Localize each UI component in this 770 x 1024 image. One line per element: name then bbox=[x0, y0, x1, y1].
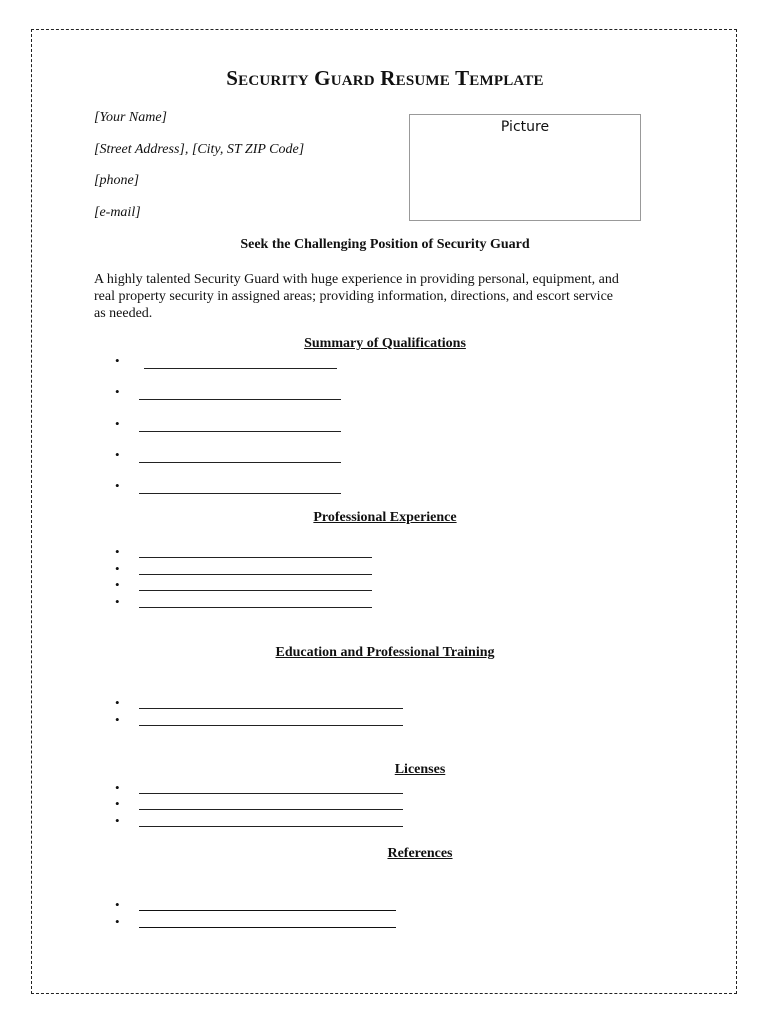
qualification-blank-line bbox=[139, 431, 341, 432]
reference-blank-line bbox=[139, 927, 396, 928]
bullet: • bbox=[115, 416, 120, 431]
bullet: • bbox=[115, 478, 120, 493]
qualification-blank-line bbox=[139, 462, 341, 463]
qualification-blank-line bbox=[139, 399, 341, 400]
education-blank-line bbox=[139, 725, 403, 726]
contact-phone: [phone] bbox=[94, 173, 140, 188]
experience-blank-line bbox=[139, 574, 372, 575]
objective-heading: Seek the Challenging Position of Security Guard bbox=[240, 237, 530, 252]
bullet: • bbox=[115, 561, 120, 576]
qualifications-heading: Summary of Qualifications bbox=[304, 336, 466, 351]
experience-heading: Professional Experience bbox=[313, 510, 457, 525]
summary-paragraph bbox=[94, 271, 684, 322]
license-blank-line bbox=[139, 809, 403, 810]
summary-line: real property security in assigned areas; providing information, directions, and escort service bbox=[94, 289, 613, 304]
bullet: • bbox=[115, 447, 120, 462]
experience-blank-line bbox=[139, 557, 372, 558]
contact-email: [e-mail] bbox=[94, 205, 141, 220]
contact-name: [Your Name] bbox=[94, 110, 168, 125]
qualification-blank-line bbox=[144, 368, 337, 369]
summary-line: as needed. bbox=[94, 306, 153, 321]
license-blank-line bbox=[139, 826, 403, 827]
bullet: • bbox=[115, 544, 120, 559]
license-blank-line bbox=[139, 793, 403, 794]
bullet: • bbox=[115, 577, 120, 592]
education-heading: Education and Professional Training bbox=[275, 645, 495, 660]
reference-blank-line bbox=[139, 910, 396, 911]
bullet: • bbox=[115, 594, 120, 609]
bullet: • bbox=[115, 813, 120, 828]
bullet: • bbox=[115, 695, 120, 710]
document-title: Security Guard Resume Template bbox=[226, 66, 544, 90]
bullet: • bbox=[115, 796, 120, 811]
education-blank-line bbox=[139, 708, 403, 709]
references-heading: References bbox=[387, 846, 453, 861]
bullet: • bbox=[115, 353, 120, 368]
licenses-heading: Licenses bbox=[394, 762, 446, 777]
experience-blank-line bbox=[139, 607, 372, 608]
bullet: • bbox=[115, 780, 120, 795]
experience-blank-line bbox=[139, 590, 372, 591]
bullet: • bbox=[115, 897, 120, 912]
picture-placeholder bbox=[409, 114, 641, 221]
summary-line: A highly talented Security Guard with huge experience in providing personal, equipment, and bbox=[94, 272, 619, 287]
bullet: • bbox=[115, 712, 120, 727]
bullet: • bbox=[115, 914, 120, 929]
qualification-blank-line bbox=[139, 493, 341, 494]
bullet: • bbox=[115, 384, 120, 399]
picture-label: Picture bbox=[500, 119, 550, 135]
contact-address: [Street Address], [City, ST ZIP Code] bbox=[94, 142, 305, 157]
